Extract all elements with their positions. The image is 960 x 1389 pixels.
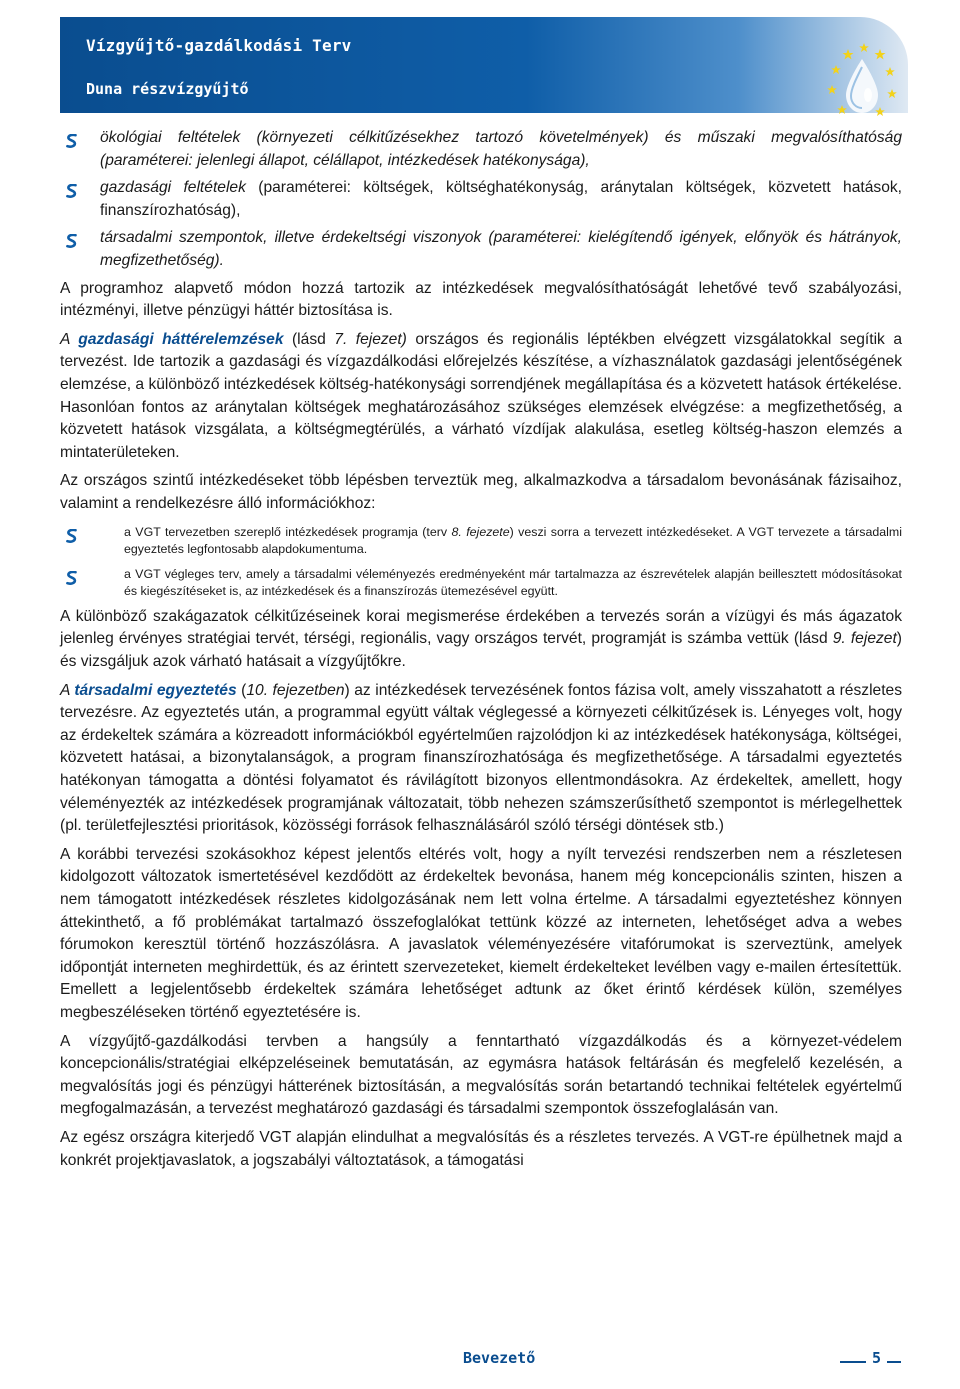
text-segment: 8. fejezete — [451, 524, 510, 539]
text-segment: a VGT tervezetben szereplő intézkedések programja (terv — [124, 524, 452, 539]
text-segment: A különböző szakágazatok célkitűzéseinek korai megismerése érdekében a tervezés során a vízügyi és más ágazatok jelenleg érvényes stratégiai tervét, térségi, regionális, vagy országos tervét, programját is számba vettük (lásd — [60, 607, 902, 648]
document-body — [60, 127, 902, 1178]
paragraph — [60, 680, 902, 838]
text-segment: országos és regionális léptékben elvégzett vizsgálatokkal segítik a tervezést. Ide tartozik a gazdasági és vízgazdálkodási előrejelzés készítése, a vízhasználatok gazdasági jelentőségének elemzése, a különböző intézkedések költség-hatékonysági sorrendjének megállapítása és a közvetett hatások értékelése. Hasonlóan fontos az aránytalan költségek meghatározásához szükséges elemzések elvégzése: a megfizethetőség, a közvetett hatások vizsgálata, a költségmegtérülés, a várható vízdíjak alakulása, esetleg költség-haszon elemzés a mintaterületeken. — [60, 330, 902, 461]
footer-page-number: 5 — [872, 1349, 882, 1367]
bullet-marker — [66, 233, 86, 256]
bullet-icon — [66, 571, 77, 585]
paragraph — [60, 329, 902, 465]
bullet-item — [60, 177, 902, 222]
bullet-marker — [66, 528, 86, 551]
bullet-item — [60, 564, 902, 601]
header-title: Vízgyűjtő-gazdálkodási Terv — [86, 36, 352, 55]
bullet-text — [100, 227, 902, 272]
bullet-item — [60, 227, 902, 272]
paragraph-group-a — [60, 278, 902, 516]
text-segment: a VGT végleges terv, amely a társadalmi véleményezés eredményeként már tartalmazza az észrevételek alapján beillesztett módosításokat és kiegészítéseket is, az intézkedések és a finanszírozás ütemezésével együtt. — [124, 566, 902, 599]
header-subtitle: Duna részvízgyűjtő — [86, 80, 249, 98]
paragraph — [60, 1031, 902, 1121]
bullet-text — [100, 127, 902, 172]
text-segment: gazdasági háttérelemzések — [78, 330, 284, 348]
bullet-marker — [66, 133, 86, 156]
bullet-item — [60, 522, 902, 559]
bullet-item — [60, 127, 902, 172]
text-segment: ) az intézkedések tervezésének fontos fázisa volt, amely visszahatott a részletes tervezésre. Az egyeztetés után, a programmal együtt váltak véglegessé a környezeti célkitűzések is. Lényeges volt, hogy az érdekeltek számára a közreadott információkból egyértelműen rajzolódjon ki az intézkedések hatékonysága, költségei, közvetett hatásai, a bizonytalanságok, a program finanszírozhatósága és megfizethetősége. A társadalmi egyeztetés hatékonyan támogatta a döntési folyamatot és rávilágított bizonyos ellentmondásokra. Az érdekeltek, amellett, hogy véleményezték az intézkedések programjának változatait, több nehezen számszerűsíthető szempontot is mérlegelhettek (pl. területfejlesztési prioritások, közösségi források felhasználásáról szóló térségi döntések stb.) — [60, 681, 903, 835]
bullet-text — [100, 177, 902, 222]
text-segment: A korábbi tervezési szokásokhoz képest jelentős eltérés volt, hogy a nyílt tervezési rendszerben nem a részletesen kidolgozott változatok ismertetésével kezdődött az érdekeltek bevonása, hanem még koncepcionális szinten, hiszen a nem támogatott intézkedések részletes kidolgozásának nem lett volna értelme. A társadalmi egyeztetéshez könnyen áttekinthető, a fő problémákat tartalmazó összefoglalókat tettünk közzé az interneten, lehetőséget adva a webes fórumokon keresztül történő hozzászólásra. A javaslatok véleményezésére vitafórumokat is szerveztünk, amelyek időpontját interneten meghirdettük, és az érintett szervezeteket, kiemelt érdekelteket levélben vagy e-mailen értesítettük. Emellett a legjelentősebb érdekeltek számára lehetőséget adtunk az őket érintő kérdések külön, személyes megbeszéléseken történő egyeztetésére is. — [60, 845, 902, 1021]
vgt-phase-bullet-list — [60, 522, 902, 601]
text-segment: A — [60, 330, 79, 348]
paragraph-group-b — [60, 606, 902, 1172]
text-segment: ökológiai feltételek (környezeti célkitűzésekhez tartozó követelmények) és műszaki megvalósíthatóság (paraméterei: jelenlegi állapot, célállapot, intézkedések hatékonysága), — [100, 129, 902, 169]
bullet-marker — [66, 570, 86, 593]
text-segment: ) veszi sorra a tervezett intézkedéseket. A VGT tervezete a társadalmi egyeztetés legfontosabb alapdokumentuma. — [124, 524, 902, 557]
paragraph — [60, 470, 902, 515]
text-segment: 10. fejezetben — [246, 681, 345, 699]
text-segment: gazdasági feltételek — [100, 179, 246, 197]
bullet-text — [124, 524, 902, 559]
bullet-icon — [66, 184, 77, 198]
footer-dash-right — [887, 1361, 901, 1363]
bullet-icon — [66, 529, 77, 543]
text-segment: (lásd — [283, 330, 335, 348]
bullet-icon — [66, 134, 77, 148]
text-segment: ) és vizsgáljuk azok várható hatásait a vízgyűjtőkre. — [60, 630, 902, 671]
paragraph — [60, 278, 902, 323]
bullet-icon — [66, 234, 77, 248]
text-segment: A programhoz alapvető módon hozzá tartozik az intézkedések megvalósíthatóságát lehetővé tevő szabályozási, intézményi, illetve pénzügyi háttér biztosítása is. — [60, 279, 902, 320]
text-segment: társadalmi egyeztetés — [74, 681, 237, 699]
paragraph — [60, 844, 902, 1025]
text-segment: Az egész országra kiterjedő VGT alapján elindulhat a megvalósítás és a részletes tervezés. A VGT-re épülhetnek majd a konkrét projektjavaslatok, a jogszabályi változtatások, a támogatási — [60, 1128, 902, 1169]
text-segment: ( — [236, 681, 247, 699]
water-drop-eu-stars-icon — [818, 37, 902, 125]
text-segment: (paraméterei: költségek, költséghatékonyság, aránytalan költségek, közvetett hatások, finanszírozhatóság), — [100, 179, 903, 219]
criteria-bullet-list — [60, 127, 902, 273]
paragraph — [60, 1127, 902, 1172]
text-segment: A — [60, 681, 75, 699]
text-segment: 9. fejezet — [832, 630, 897, 648]
bullet-text — [124, 566, 902, 601]
footer-section-label: Bevezető — [463, 1349, 536, 1367]
text-segment: Az országos szintű intézkedéseket több lépésben terveztük meg, alkalmazkodva a társadalom bevonásának fázisaihoz, valamint a rendelkezésre álló információkhoz: — [60, 472, 902, 512]
paragraph — [60, 606, 902, 674]
text-segment: A vízgyűjtő-gazdálkodási tervben a hangsúly a fenntartható vízgazdálkodás és a környezet-védelem koncepcionális/stratégiai elképzeléseinek bemutatásán, az egymásra hatások feltárásán és megfelelő kezelésén, a megvalósítás jogi és pénzügyi hátterének biztosításán, a megvalósítás során betartandó technikai feltételek egyértelmű megfogalmazásán, a tervezést meghatározó gazdasági és társadalmi szempontok összefoglalásán van. — [60, 1032, 902, 1118]
text-segment: társadalmi szempontok, illetve érdekeltségi viszonyok (paraméterei: kielégítendő igények, előnyök és hátrányok, megfizethetőség). — [100, 229, 902, 269]
page-header-banner — [60, 17, 908, 113]
footer-dash-left — [840, 1361, 866, 1363]
bullet-marker — [66, 183, 86, 206]
text-segment: 7. fejezet) — [334, 330, 407, 348]
